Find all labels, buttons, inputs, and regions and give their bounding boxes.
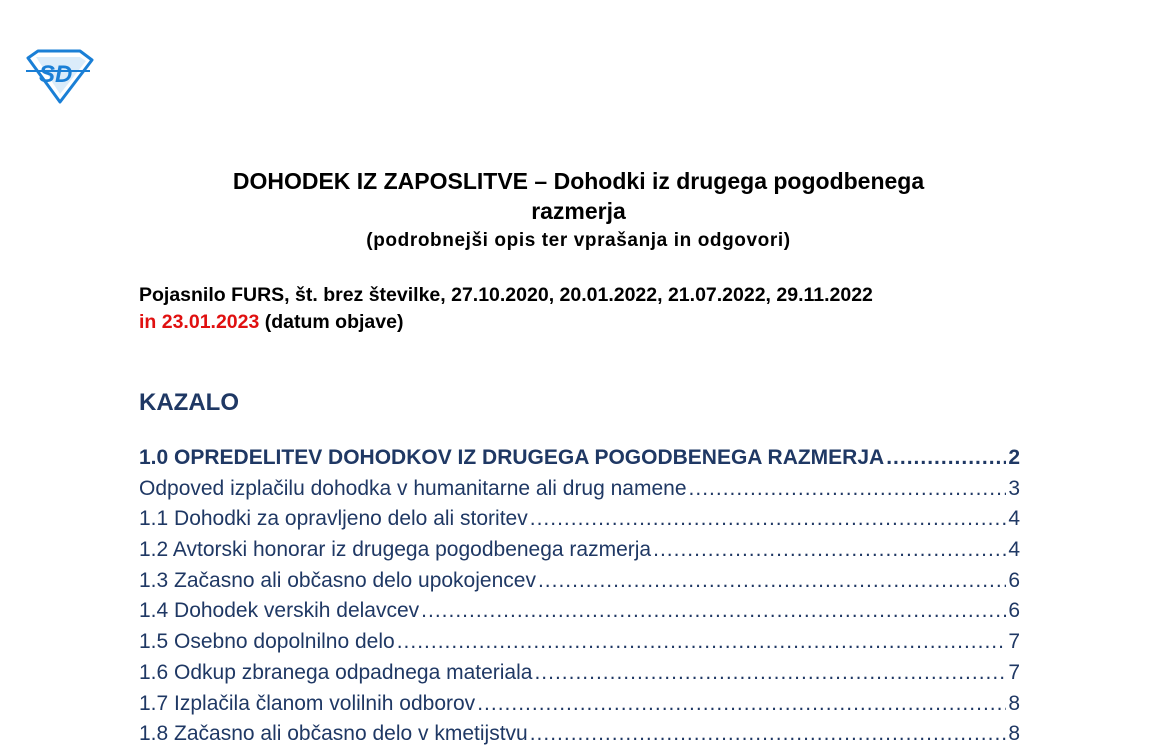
toc-entry-page: 4 — [1008, 507, 1020, 531]
toc-entry-page: 6 — [1008, 568, 1020, 592]
toc-dot-leader — [886, 446, 1006, 470]
toc-entry-label: 1.2 Avtorski honorar iz drugega pogodbenega razmerja — [139, 538, 652, 562]
toc-entry-page: 8 — [1008, 691, 1020, 715]
source-line-2 — [139, 309, 1029, 336]
toc-entry[interactable] — [139, 477, 1020, 508]
title-line-1: DOHODEK IZ ZAPOSLITVE – Dohodki iz drugega pogodbenega — [232, 168, 925, 194]
toc-entry-label: Odpoved izplačilu dohodka v humanitarne ali drug namene — [139, 476, 687, 500]
toc-entry[interactable] — [139, 599, 1020, 630]
toc-entry-label: 1.6 Odkup zbranega odpadnega materiala — [139, 660, 533, 684]
toc-entry-page: 3 — [1008, 476, 1020, 500]
document-title — [0, 166, 1157, 226]
toc-entry-label: 1.7 Izplačila članom volilnih odborov — [139, 691, 476, 715]
document-subtitle: (podrobnejši opis ter vprašanja in odgovori) — [366, 230, 791, 251]
toc-dot-leader — [689, 477, 1007, 501]
toc-entry[interactable] — [139, 538, 1020, 569]
toc-entry-page: 2 — [1008, 446, 1020, 469]
toc-heading: KAZALO — [139, 389, 239, 416]
toc-dot-leader — [477, 692, 1006, 716]
toc-dot-leader — [538, 569, 1006, 593]
title-line-2: razmerja — [531, 198, 626, 224]
table-of-contents — [139, 446, 1020, 753]
toc-dot-leader — [397, 630, 1007, 654]
toc-entry-label: 1.3 Začasno ali občasno delo upokojencev — [139, 568, 536, 592]
logo-lettering: SD — [39, 61, 73, 88]
source-reference — [139, 282, 1029, 336]
sd-logo-icon — [22, 48, 96, 104]
toc-dot-leader — [534, 661, 1006, 685]
toc-entry[interactable] — [139, 661, 1020, 692]
toc-entry-label: 1.0 OPREDELITEV DOHODKOV IZ DRUGEGA POGODBENEGA RAZMERJA — [139, 446, 885, 469]
toc-dot-leader — [653, 538, 1006, 562]
toc-dot-leader — [530, 507, 1007, 531]
toc-entry[interactable] — [139, 569, 1020, 600]
toc-entry-page: 4 — [1008, 538, 1020, 562]
toc-entry-page: 6 — [1008, 599, 1020, 623]
toc-entry-label: 1.1 Dohodki za opravljeno delo ali storitev — [139, 507, 528, 531]
toc-entry-page: 7 — [1008, 660, 1020, 684]
toc-dot-leader — [421, 599, 1006, 623]
toc-entry-label: 1.4 Dohodek verskih delavcev — [139, 599, 420, 623]
toc-entry-label: 1.5 Osebno dopolnilno delo — [139, 630, 395, 654]
source-line-1: Pojasnilo FURS, št. brez številke, 27.10.2020, 20.01.2022, 21.07.2022, 29.11.2022 — [139, 284, 873, 306]
toc-entry[interactable] — [139, 692, 1020, 723]
toc-entry[interactable] — [139, 507, 1020, 538]
company-logo — [22, 48, 96, 104]
source-line-2-rest: (datum objave) — [259, 311, 404, 333]
toc-entry[interactable] — [139, 446, 1020, 477]
toc-entry-label: 1.8 Začasno ali občasno delo v kmetijstvu — [139, 722, 528, 746]
toc-entry[interactable] — [139, 630, 1020, 661]
toc-entry[interactable] — [139, 722, 1020, 753]
toc-entry-page: 7 — [1008, 630, 1020, 654]
latest-date: in 23.01.2023 — [139, 311, 260, 333]
toc-entry-page: 8 — [1008, 722, 1020, 746]
